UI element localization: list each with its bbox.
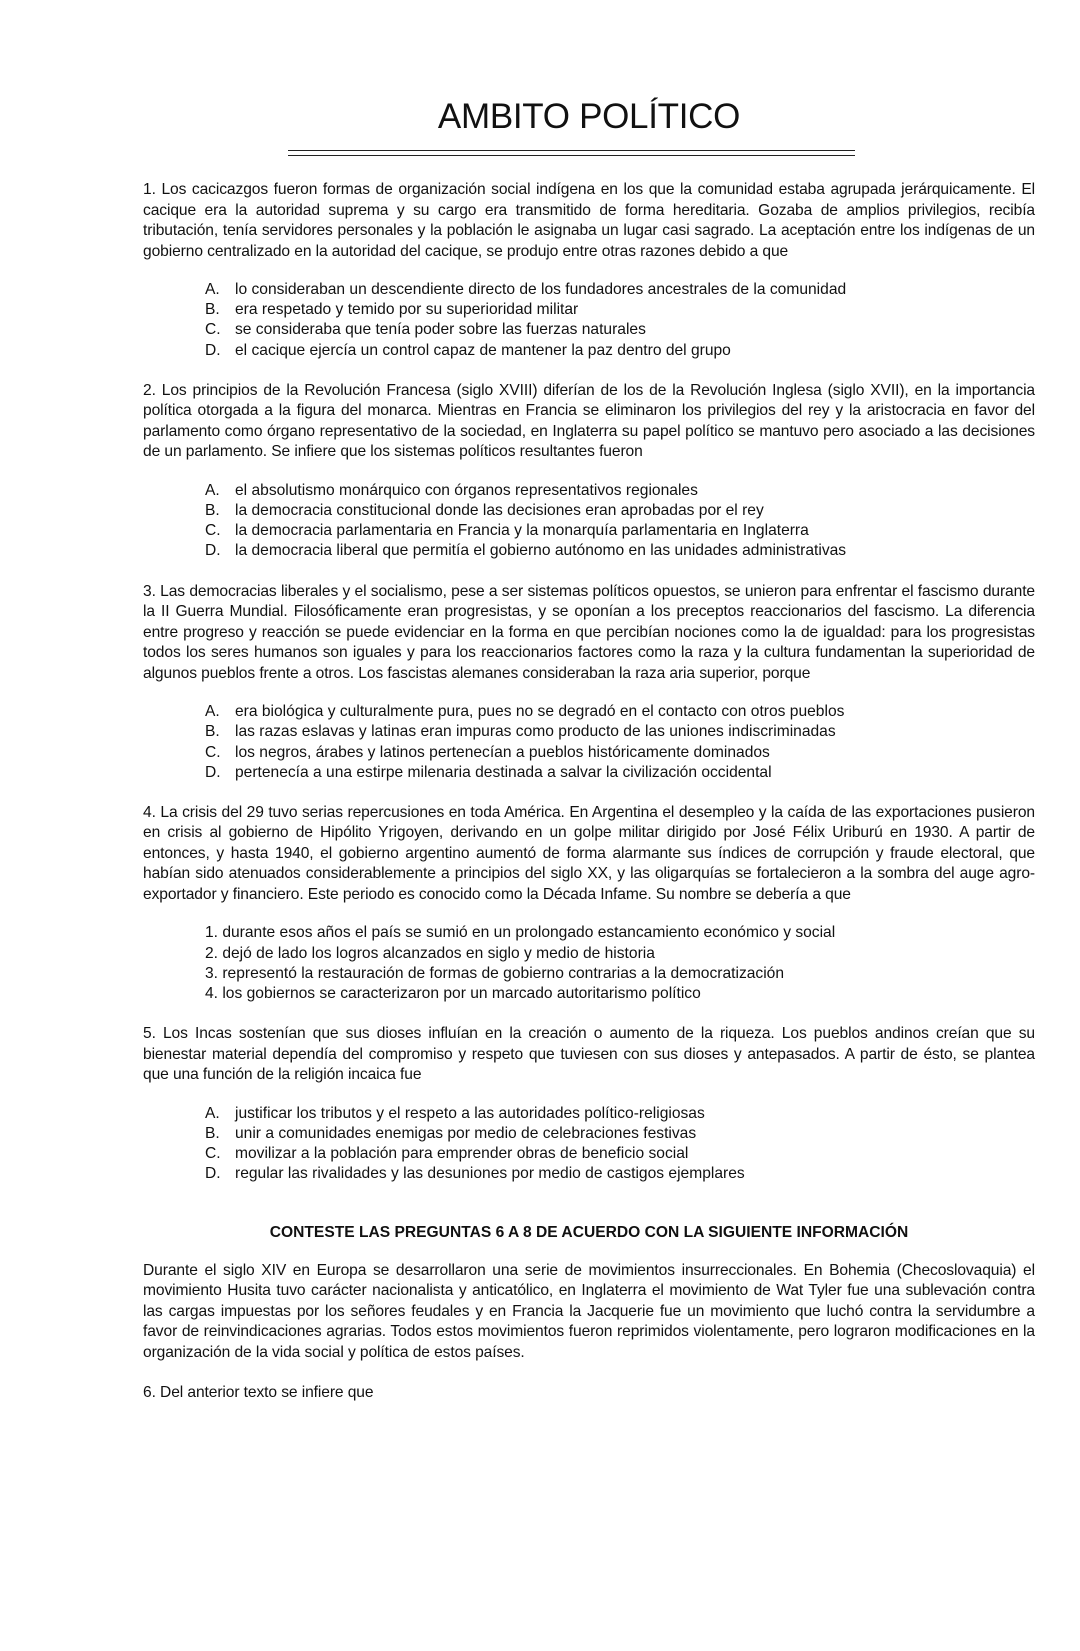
option <box>205 1124 1035 1144</box>
option-letter: C. <box>205 1145 221 1163</box>
question-2-options <box>143 481 1035 562</box>
option-text: la democracia parlamentaria en Francia y la monarquía parlamentaria en Inglaterra <box>235 522 809 540</box>
option <box>205 481 1035 501</box>
option-letter: B. <box>205 502 220 520</box>
option <box>205 964 1035 984</box>
option <box>205 763 1035 783</box>
option-text: unir a comunidades enemigas por medio de celebraciones festivas <box>235 1124 697 1142</box>
question-number: 2. <box>143 381 156 399</box>
option-letter: A. <box>205 481 220 499</box>
option <box>205 722 1035 742</box>
option <box>205 341 1035 361</box>
option-text: 3. representó la restauración de formas de gobierno contrarias a la democratización <box>205 964 785 982</box>
option-text: la democracia constitucional donde las decisiones eran aprobadas por el rey <box>235 502 764 520</box>
option-letter: A. <box>205 703 220 721</box>
option <box>205 280 1035 300</box>
option-text: el cacique ejercía un control capaz de mantener la paz dentro del grupo <box>235 341 731 359</box>
question-1-options <box>143 280 1035 361</box>
question-2 <box>143 381 1035 463</box>
option <box>205 320 1035 340</box>
question-number: 5. <box>143 1025 156 1043</box>
option-text: el absolutismo monárquico con órganos representativos regionales <box>235 481 698 499</box>
question-4-options <box>143 923 1035 1004</box>
option <box>205 300 1035 320</box>
option-text: lo consideraban un descendiente directo de los fundadores ancestrales de la comunidad <box>235 281 847 298</box>
document-page <box>143 96 1035 1404</box>
option-text: era respetado y temido por su superioridad militar <box>235 301 579 319</box>
question-number: 1. <box>143 181 156 198</box>
option-text: 1. durante esos años el país se sumió en un prolongado estancamiento económico y social <box>205 924 836 942</box>
option <box>205 1164 1035 1184</box>
option <box>205 1104 1035 1124</box>
option-letter: B. <box>205 723 220 741</box>
reading-passage: Durante el siglo XIV en Europa se desarrollaron una serie de movimientos insurreccionales. En Bohemia (Checoslovaquia) el movimiento Husita tuvo carácter nacionalista y anticatólico, en Inglaterra el movimiento de Wat Tyler fue una sublevación contra las cargas impuestas por los señores feudales y en Francia la Jacquerie fue un movimiento que luchó contra la servidumbre a favor de reinvindicaciones agrarias. Todos estos movimientos fueron reprimidos violentamente, pero lograron modificaciones en la organización de la vida social y política de estos países. <box>143 1261 1035 1361</box>
option-text: se consideraba que tenía poder sobre las fuerzas naturales <box>235 321 646 339</box>
title-rule-line <box>288 155 855 156</box>
question-1 <box>143 180 1035 262</box>
option-text: pertenecía a una estirpe milenaria destinada a salvar la civilización occidental <box>235 763 772 781</box>
option-letter: A. <box>205 281 220 298</box>
question-text: Los cacicazgos fueron formas de organización social indígena en los que la comunidad estaba agrupada jerárquicamente. El cacique era la autoridad suprema y su cargo era transmitido de forma hereditaria. Gozaba de amplios privilegios, recibía tributación, tenía servidores personales y la población le asignaba un lugar casi sagrado. La aceptación entre los indígenas de un gobierno centralizado en la autoridad del cacique, se produjo entre otras razones debido a que <box>143 181 1035 260</box>
question-number: 6. <box>143 1384 156 1402</box>
option <box>205 743 1035 763</box>
question-3-options <box>143 702 1035 783</box>
option-text: los negros, árabes y latinos pertenecían a pueblos históricamente dominados <box>235 743 770 761</box>
option-letter: A. <box>205 1104 220 1122</box>
option-letter: C. <box>205 522 221 540</box>
question-text: La crisis del 29 tuvo serias repercusiones en toda América. En Argentina el desempleo y la caída de las exportaciones pusieron en crisis al gobierno de Hipólito Yrigoyen, derivando en un golpe militar dirigido por José Félix Uriburú en 1930. A partir de entonces, y hasta 1940, el gobierno argentino aumentó de forma alarmante sus índices de corrupción y fraude electoral, que habían sido atenuados considerablemente a principios del siglo XX, y las oligarquías se fortalecieron a la sombra del auge agro-exportador y financiero. Este periodo es conocido como la Década Infame. Su nombre se debería a que <box>143 803 1035 903</box>
option-text: movilizar a la población para emprender obras de beneficio social <box>235 1145 689 1163</box>
option-letter: B. <box>205 301 220 319</box>
question-4 <box>143 803 1035 906</box>
question-text: Los Incas sostenían que sus dioses influían en la creación o aumento de la riqueza. Los pueblos andinos creían que su bienestar material dependía del compromiso y respeto que tuviesen con sus dioses y antepasados. A partir de ésto, se plantea que una función de la religión incaica fue <box>143 1025 1035 1084</box>
option-letter: C. <box>205 321 221 339</box>
option <box>205 1144 1035 1164</box>
title-rule-line <box>288 150 855 151</box>
question-text: Del anterior texto se infiere que <box>160 1384 374 1402</box>
option <box>205 984 1035 1004</box>
question-3 <box>143 582 1035 685</box>
option <box>205 923 1035 943</box>
option <box>205 944 1035 964</box>
option-text: 4. los gobiernos se caracterizaron por un marcado autoritarismo político <box>205 985 701 1003</box>
question-number: 3. <box>143 582 156 600</box>
option <box>205 501 1035 521</box>
question-5-options <box>143 1104 1035 1185</box>
option <box>205 702 1035 722</box>
option <box>205 521 1035 541</box>
title-double-rule <box>288 150 855 158</box>
option-letter: D. <box>205 1165 221 1183</box>
question-5 <box>143 1024 1035 1086</box>
option <box>205 541 1035 561</box>
option-text: 2. dejó de lado los logros alcanzados en siglo y medio de historia <box>205 944 655 962</box>
option-text: la democracia liberal que permitía el gobierno autónomo en las unidades administrativas <box>235 542 847 560</box>
option-letter: B. <box>205 1124 220 1142</box>
question-6 <box>143 1383 1035 1404</box>
question-text: Las democracias liberales y el socialismo, pese a ser sistemas políticos opuestos, se unieron para enfrentar el fascismo durante la II Guerra Mundial. Filosóficamente eran progresistas, y se oponían a los preceptos reaccionarios del fascismo. La diferencia entre progreso y reacción se puede evidenciar en la forma en que percibían nociones como la de igualdad: para los progresistas todos los seres humanos son iguales y para los reaccionarios factores como la raza y la cultura fundamentan la superioridad de algunos pueblos frente a otros. Los fascistas alemanes consideraban la raza aria superior, porque <box>143 582 1036 682</box>
section-heading: CONTESTE LAS PREGUNTAS 6 A 8 DE ACUERDO CON LA SIGUIENTE INFORMACIÓN <box>269 1223 909 1241</box>
option-text: era biológica y culturalmente pura, pues no se degradó en el contacto con otros pueblos <box>235 703 845 721</box>
page-title: AMBITO POLÍTICO <box>437 97 741 136</box>
option-letter: C. <box>205 743 221 761</box>
option-letter: D. <box>205 341 221 359</box>
question-text: Los principios de la Revolución Francesa (siglo XVIII) diferían de los de la Revolución Inglesa (siglo XVII), en la importancia política otorgada a la figura del monarca. Mientras en Francia se eliminaron los privilegios del rey y la aristocracia en favor del parlamento como órgano representativo de la sociedad, en Inglaterra su papel político se mantuvo pero asociado a las decisiones de un parlamento. Se infiere que los sistemas políticos resultantes fueron <box>143 381 1036 461</box>
option-letter: D. <box>205 763 221 781</box>
option-letter: D. <box>205 542 221 560</box>
option-text: justificar los tributos y el respeto a las autoridades político-religiosas <box>235 1104 705 1122</box>
option-text: regular las rivalidades y las desuniones por medio de castigos ejemplares <box>235 1165 745 1183</box>
question-number: 4. <box>143 803 156 821</box>
option-text: las razas eslavas y latinas eran impuras como producto de las uniones indiscriminadas <box>235 723 836 741</box>
